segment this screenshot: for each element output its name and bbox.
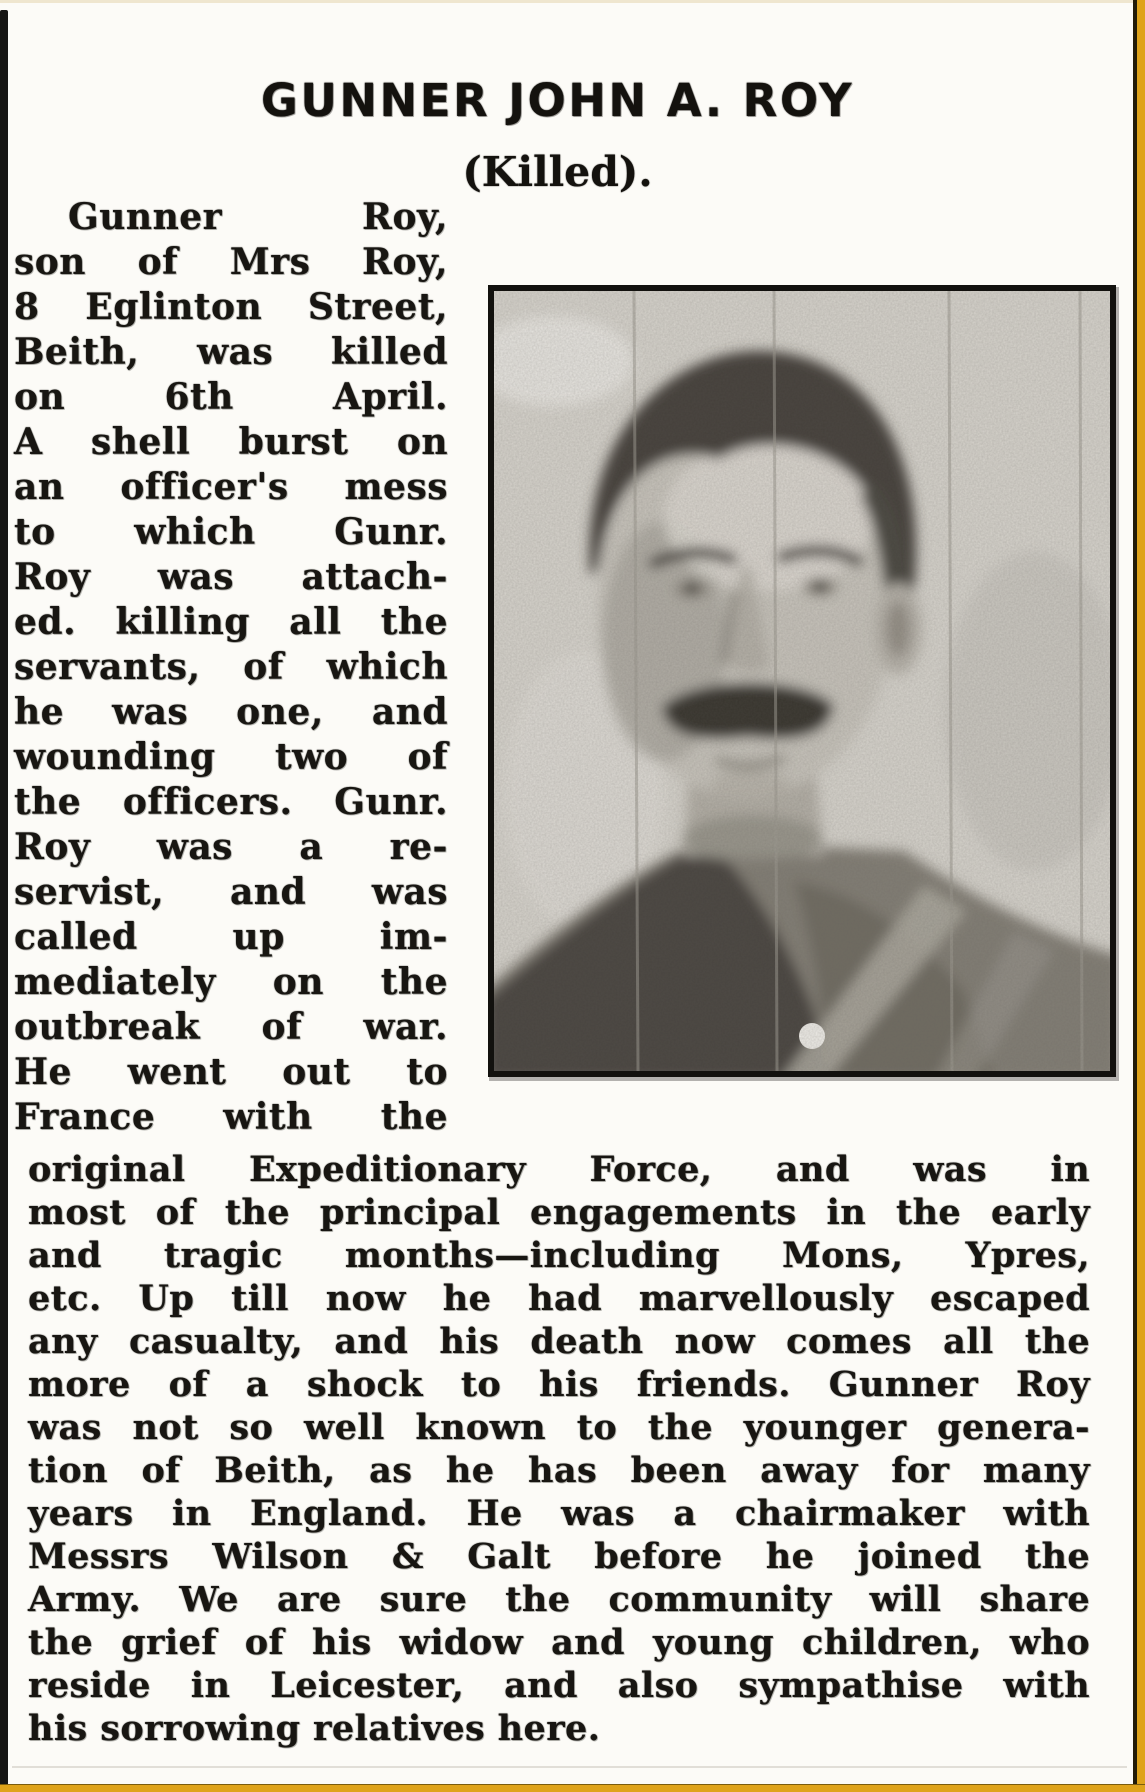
column-line: mediately on the xyxy=(14,961,448,1003)
obituary-left-column xyxy=(14,195,448,1140)
column-line: A shell burst on xyxy=(14,421,448,463)
body-line: original Expeditionary Force, and was in xyxy=(28,1149,1090,1190)
column-line: France with the xyxy=(14,1096,448,1138)
body-line: Army. We are sure the community will share xyxy=(28,1579,1090,1620)
column-line: son of Mrs Roy, xyxy=(14,241,448,283)
column-line: on 6th April. xyxy=(14,376,448,418)
column-line: outbreak of war. xyxy=(14,1006,448,1048)
column-line: to which Gunr. xyxy=(14,511,448,553)
column-line: ed. killing all the xyxy=(14,601,448,643)
column-line: Gunner Roy, xyxy=(68,196,448,238)
column-line: called up im- xyxy=(14,916,448,958)
scan-frame-gold-right-edge xyxy=(1133,0,1145,1792)
body-line: was not so well known to the younger genera- xyxy=(28,1407,1090,1448)
article-subheadline: (Killed). xyxy=(462,148,653,196)
body-line: Messrs Wilson & Galt before he joined the xyxy=(28,1536,1090,1577)
column-line: He went out to xyxy=(14,1051,448,1093)
body-line: and tragic months—including Mons, Ypres, xyxy=(28,1235,1090,1276)
article-headline: GUNNER JOHN A. ROY xyxy=(260,74,855,127)
body-line: years in England. He was a chairmaker with xyxy=(28,1493,1090,1534)
column-line: Beith, was killed xyxy=(14,331,448,373)
column-line: 8 Eglinton Street, xyxy=(14,286,448,328)
body-line: any casualty, and his death now comes all the xyxy=(28,1321,1090,1362)
body-line: most of the principal engagements in the early xyxy=(28,1192,1090,1233)
column-line: wounding two of xyxy=(14,736,448,778)
soldier-portrait-illustration xyxy=(494,291,1110,1071)
column-line: servist, and was xyxy=(14,871,448,913)
column-line: Roy was attach- xyxy=(14,556,448,598)
scan-artifact-line xyxy=(12,1766,1127,1768)
column-line: an officer's mess xyxy=(14,466,448,508)
portrait-photo xyxy=(488,285,1116,1077)
body-line: more of a shock to his friends. Gunner Roy xyxy=(28,1364,1090,1405)
body-line: etc. Up till now he had marvellously escaped xyxy=(28,1278,1090,1319)
scan-frame-gold-bottom-edge xyxy=(0,1784,1145,1792)
obituary-body xyxy=(28,1148,1090,1750)
body-line: the grief of his widow and young children, who xyxy=(28,1622,1090,1663)
column-line: servants, of which xyxy=(14,646,448,688)
body-line: his sorrowing relatives here. xyxy=(28,1708,601,1749)
column-line: he was one, and xyxy=(14,691,448,733)
column-line: Roy was a re- xyxy=(14,826,448,868)
column-line: the officers. Gunr. xyxy=(14,781,448,823)
body-line: reside in Leicester, and also sympathise with xyxy=(28,1665,1090,1706)
body-line: tion of Beith, as he has been away for many xyxy=(28,1450,1090,1491)
newspaper-column-rule xyxy=(0,10,8,1792)
scan-frame-top-edge xyxy=(0,0,1145,3)
